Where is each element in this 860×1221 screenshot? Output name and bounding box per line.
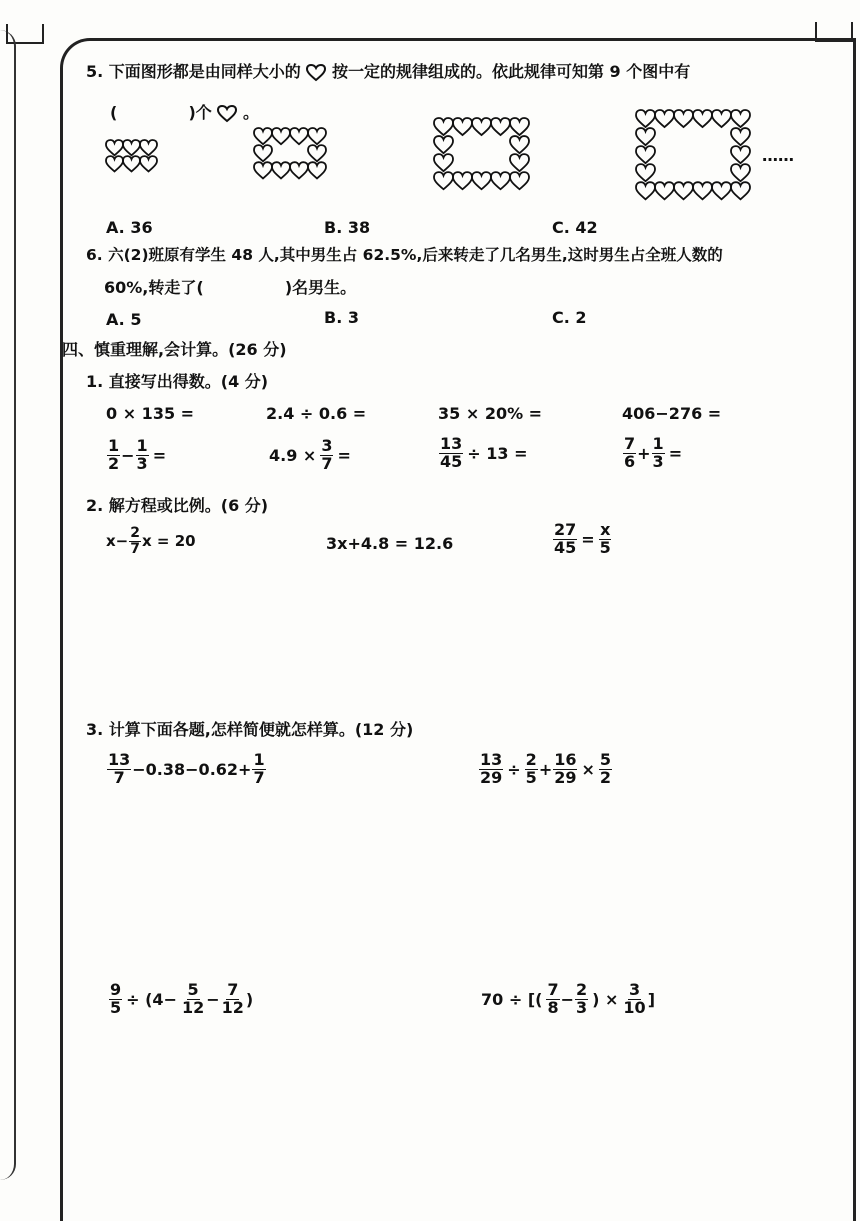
heart-icon (731, 182, 750, 199)
heart-icon (308, 162, 326, 178)
oral-calc-5: $\frac{1}{2}$ − $\frac{1}{3}$ = (108, 436, 167, 473)
q6-option-c[interactable]: C. 2 (552, 308, 587, 327)
heart-icon (434, 154, 453, 171)
heart-icon (655, 110, 674, 127)
heart-icon (712, 110, 731, 127)
heart-icon (254, 128, 272, 144)
heart-pattern-figure-3 (434, 118, 544, 196)
q6-text-a: 60%,转走了( (104, 278, 204, 297)
oral-calc-2: 2.4 ÷ 0.6 = (266, 404, 367, 423)
heart-icon (674, 110, 693, 127)
q6-stem: 6. 六(2)班原有学生 48 人,其中男生占 62.5%,后来转走了几名男生,这时男生占全班人数的 (86, 246, 723, 264)
work-area-part-3-top[interactable] (100, 800, 800, 970)
heart-icon (510, 136, 529, 153)
heart-icon (254, 145, 272, 161)
heart-icon (106, 156, 123, 171)
part-3-title: 3. 计算下面各题,怎样简便就怎样算。(12 分) (86, 720, 414, 739)
heart-icon (434, 172, 453, 189)
heart-icon (636, 182, 655, 199)
heart-icon (290, 128, 308, 144)
q6-option-b[interactable]: B. 3 (324, 308, 359, 327)
q5-blank-open: ( (110, 103, 118, 122)
oral-calc-3: 35 × 20% = (438, 404, 543, 423)
heart-icon (636, 164, 655, 181)
q5-blank-close: )个 (188, 103, 212, 122)
heart-icon (308, 128, 326, 144)
equation-1: x− $\frac{2}{7}$ x = 20 (106, 525, 196, 557)
oral-calc-8: $\frac{7}{6}$ + $\frac{1}{3}$ = (624, 434, 683, 471)
heart-icon (693, 110, 712, 127)
heart-icon (472, 118, 491, 135)
heart-icon (510, 118, 529, 135)
q5-stem (86, 62, 690, 82)
heart-icon (217, 105, 237, 123)
heart-icon (453, 172, 472, 189)
heart-icon (731, 164, 750, 181)
heart-icon (308, 145, 326, 161)
heart-pattern-figure-4 (636, 110, 766, 206)
q6-text-b: )名男生。 (284, 278, 357, 297)
heart-icon (434, 136, 453, 153)
oral-calc-7: $\frac{13}{45}$ ÷ 13 = (440, 434, 528, 471)
q5-period: 。 (242, 103, 259, 122)
heart-pattern-figure-2 (254, 128, 344, 190)
heart-icon (674, 182, 693, 199)
heart-icon (731, 146, 750, 163)
oral-calc-4: 406−276 = (622, 404, 722, 423)
heart-icon (254, 162, 272, 178)
heart-icon (453, 118, 472, 135)
q5-option-a[interactable]: A. 36 (106, 218, 153, 237)
q5-option-b[interactable]: B. 38 (324, 218, 371, 237)
simplify-calc-1: $\frac{13}{7}$ −0.38−0.62+ $\frac{1}{7}$ (108, 750, 265, 787)
heart-pattern-figure-1 (106, 140, 166, 184)
work-area-part-3-bottom[interactable] (100, 1030, 800, 1200)
heart-icon (306, 64, 326, 82)
simplify-calc-3: $\frac{9}{5}$ ÷ (4− $\frac{5}{12}$ − $\frac{7}{12}$ ) (110, 980, 254, 1017)
heart-icon (290, 162, 308, 178)
heart-icon (712, 182, 731, 199)
heart-icon (272, 128, 290, 144)
oral-calc-6: 4.9 × $\frac{3}{7}$ = (269, 436, 351, 473)
proportion-3: $\frac{27}{45}$ = $\frac{x}{5}$ (554, 520, 611, 557)
q5-text-a: 5. 下面图形都是由同样大小的 (86, 62, 301, 81)
heart-icon (491, 118, 510, 135)
oral-calc-1: 0 × 135 = (106, 404, 195, 423)
heart-icon (491, 172, 510, 189)
heart-icon (731, 128, 750, 145)
heart-icon (510, 172, 529, 189)
binding-margin-line (0, 30, 16, 1180)
q5-blank-line (110, 103, 259, 123)
heart-icon (272, 162, 290, 178)
heart-icon (636, 128, 655, 145)
heart-icon (106, 140, 123, 155)
heart-icon (636, 110, 655, 127)
pattern-ellipsis: …… (762, 146, 794, 165)
section-4-title: 四、慎重理解,会计算。(26 分) (62, 340, 287, 359)
simplify-calc-4: 70 ÷ [( $\frac{7}{8}$ − $\frac{2}{3}$ ) × $\frac{3}{10}$ ] (481, 980, 655, 1017)
heart-icon (123, 140, 140, 155)
heart-icon (123, 156, 140, 171)
heart-icon (731, 110, 750, 127)
part-2-title: 2. 解方程或比例。(6 分) (86, 496, 269, 515)
work-area-part-2[interactable] (100, 570, 800, 710)
heart-icon (434, 118, 453, 135)
part-1-title: 1. 直接写出得数。(4 分) (86, 372, 269, 391)
q5-option-c[interactable]: C. 42 (552, 218, 598, 237)
heart-icon (472, 172, 491, 189)
heart-icon (140, 156, 157, 171)
q6-option-a[interactable]: A. 5 (106, 310, 142, 329)
equation-2: 3x+4.8 = 12.6 (326, 534, 454, 553)
heart-icon (693, 182, 712, 199)
heart-icon (510, 154, 529, 171)
q5-text-b: 按一定的规律组成的。依此规律可知第 9 个图中有 (331, 62, 691, 81)
heart-icon (655, 182, 674, 199)
simplify-calc-2: $\frac{13}{29}$ ÷ $\frac{2}{5}$ + $\frac{16}{29}$ × $\frac{5}{2}$ (480, 750, 612, 787)
heart-icon (636, 146, 655, 163)
heart-icon (140, 140, 157, 155)
q6-stem-line2 (104, 278, 356, 297)
